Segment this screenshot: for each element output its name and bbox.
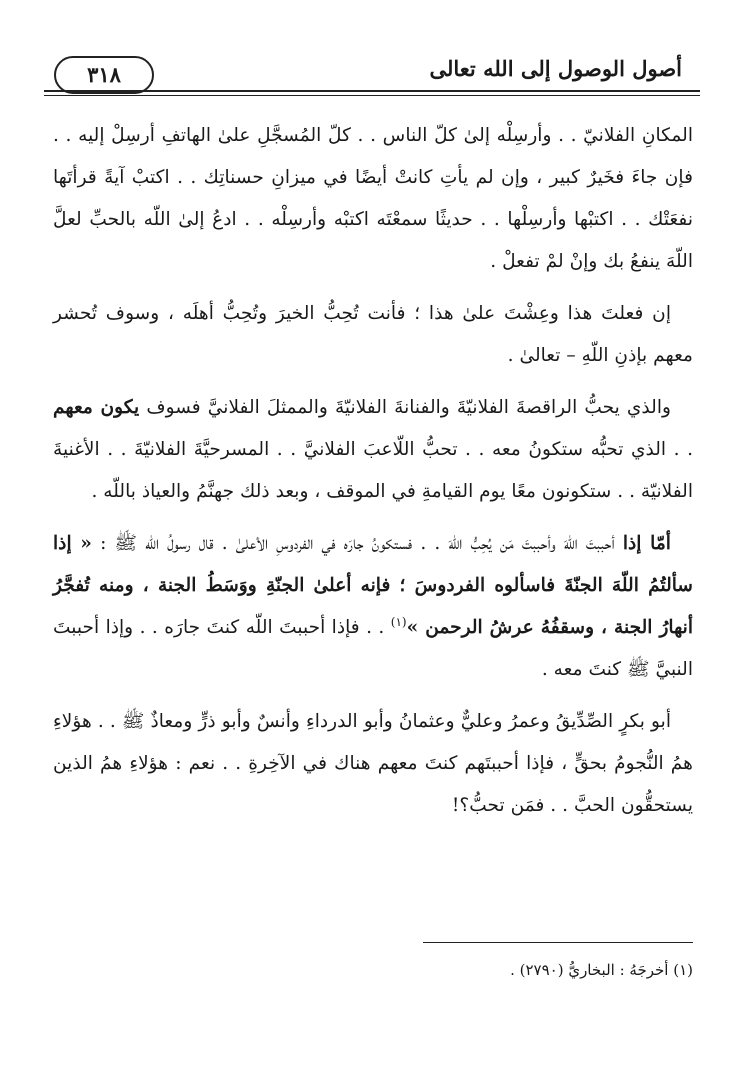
paragraph [53,387,693,513]
paragraph [53,523,693,691]
footnote: (١) أخرجَهُ : البخاريُّ (٢٧٩٠) . [510,961,693,979]
page-header [44,40,700,100]
running-title: أصول الوصول إلى الله تعالى [429,56,682,81]
paragraph-text: . . الذي تحبُّه ستكونُ معه . . تحبُّ اللّاعبَ الفلانيَّ . . المسرحيَّةَ الفلانيّةَ . . الأغنيةَ الفلانيّة . . ستكونون معًا يوم القيامةِ في الموقف ، وبعد ذلك جهنَّمُ والعياذ باللّه . [53,439,693,502]
body-text [53,115,693,837]
paragraph-text: أحببتَ اللّهَ وأحببتَ مَن يُحِبُّ اللّهَ . . فستكونُ جارَه في الفردوسِ الأعلىٰ . قال رسولُ اللّه ﷺ : [100,533,615,554]
emphasis-text: يكون معهم [53,397,140,418]
footnote-divider [423,942,693,943]
hadith-quote: « إذا سألتُمُ اللّهَ الجنّةَ فاسألوه الفردوسَ ؛ فإنه أعلىٰ الجنّةِ ووَسَطُ الجنة ، ومنه تُفجَّرُ أنهارُ الجنة ، وسقفُهُ عرشُ الرحمن » [53,533,693,638]
page-number-badge: ٣١٨ [54,56,154,94]
paragraph-text: والذي يحبُّ الراقصةَ الفلانيّةَ والفنانةَ الفلانيّةَ والممثلَ الفلانيَّ فسوف [146,397,671,418]
paragraph: أبو بكرٍ الصِّدِّيقُ وعمرُ وعليٌّ وعثمانُ وأبو الدرداءِ وأنسٌ وأبو ذرٍّ ومعاذٌ ﷺ . . هؤلاءِ همُ النُّجومُ بحقٍّ ، فإذا أحببتَهم كنتَ معهم هناك في الآخِرةِ . . نعم : هؤلاءِ همُ الذين يستحقُّون الحبَّ . . فمَن تحبُّ؟! [53,711,693,816]
footnote-reference: (١) [390,614,407,629]
paragraph: المكانِ الفلانيّ . . وأرسِلْه إلىٰ كلّ الناس . . كلّ المُسجَّلِ علىٰ الهاتفِ أرسِلْ إليه . . فإن جاءَ فخَيرٌ كبير ، وإن لم يأتِ كانتْ أيضًا في ميزانِ حسناتِك . . اكتبْ آيةً قرأتَها نفعَتْك . . اكتبْها وأرسِلْها . . حديثًا سمعْتَه اكتبْه وأرسِلْه . . ادعُ إلىٰ اللّه بالحبِّ لعلَّ اللّهَ ينفعُ بك وإنْ لمْ تفعلْ . [53,125,693,272]
emphasis-text: أمّا إذا [622,533,671,554]
paragraph-text: . . فإذا أحببتَ اللّه كنتَ جارَه . . وإذا أحببتَ النبيَّ ﷺ كنتَ معه . [53,617,693,680]
header-rule-thin [44,95,700,96]
paragraph: إن فعلتَ هذا وعِشْتَ علىٰ هذا ؛ فأنت تُحِبُّ الخيرَ وتُحِبُّ أهلَه ، وسوف تُحشر معهم بإذنِ اللّهِ – تعالىٰ . [53,303,693,366]
header-rule-thick [44,90,700,92]
